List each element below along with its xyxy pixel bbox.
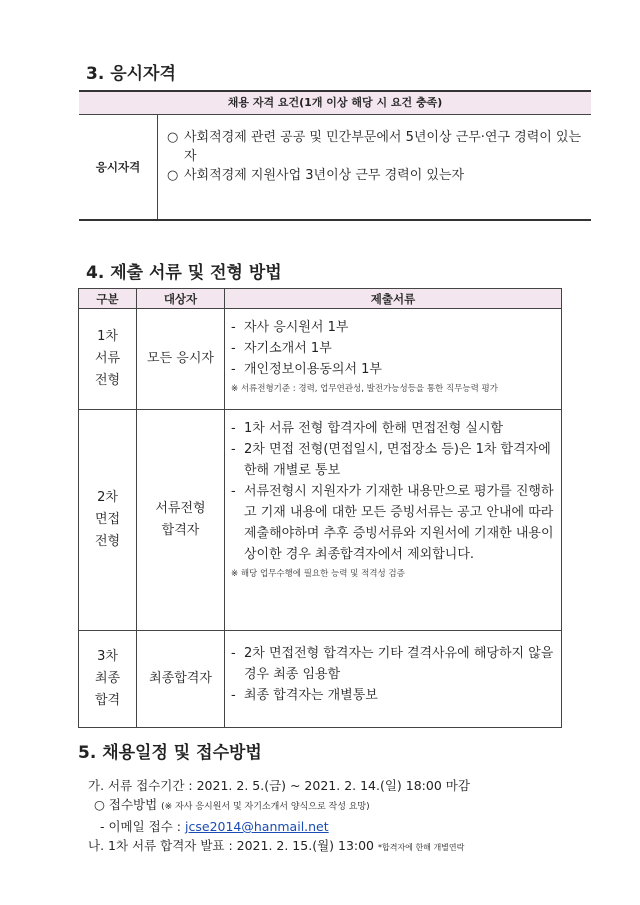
section3-title: 3. 응시자격 (86, 64, 176, 84)
row-note: ※ 해당 업무수행에 필요한 능력 및 적격성 검증 (231, 569, 405, 579)
qualification-items (167, 128, 583, 185)
result-announcement (88, 836, 608, 857)
table-header-row (79, 289, 562, 309)
stage-line: 1차 (97, 329, 118, 344)
circle-bullet-icon: ○ (167, 130, 179, 145)
qualification-item (167, 166, 583, 185)
stage-line: 서류 (94, 351, 121, 366)
section5-title: 5. 채용일정 및 접수방법 (78, 743, 262, 763)
target-line: 합격자 (161, 523, 200, 538)
stage-line: 전형 (94, 534, 121, 549)
circle-bullet-icon: ○ (167, 168, 179, 183)
stage-line: 면접 (94, 512, 121, 527)
target-cell (137, 309, 225, 410)
header-documents: 제출서류 (225, 289, 562, 309)
screening-table (78, 288, 562, 728)
list-item: - 1차 서류 전형 합격자에 한해 면접전형 실시함 (231, 421, 504, 436)
qualification-header: 채용 자격 요건(1개 이상 해당 시 요건 충족) (79, 92, 591, 115)
application-period: 가. 서류 접수기간 : 2021. 2. 5.(금) ~ 2021. 2. 14.(일) 18:00 마감 (88, 778, 470, 793)
qualification-item (167, 128, 583, 166)
target-line: 최종합격자 (149, 671, 212, 686)
stage-line: 2차 (97, 490, 118, 505)
stage-cell (79, 631, 137, 728)
list-item: - 자기소개서 1부 (231, 341, 332, 356)
qualification-table (79, 90, 591, 221)
email-submission (88, 817, 608, 836)
list-item: - 최종 합격자는 개별통보 (231, 688, 378, 703)
target-cell (137, 631, 225, 728)
header-stage: 구분 (79, 289, 137, 309)
qualification-item-text: 사회적경제 지원사업 3년이상 근무 경력이 있는자 (184, 168, 465, 183)
table-row (79, 309, 562, 410)
documents-cell (225, 631, 562, 728)
target-line: 모든 응시자 (147, 351, 214, 366)
list-item: - 2차 면접전형 합격자는 기타 결격사유에 해당하지 않을 경우 최종 임용함 (231, 646, 554, 682)
stage-cell (79, 309, 137, 410)
table-row (79, 410, 562, 631)
documents-cell (225, 309, 562, 410)
method-label: ○ 접수방법 (94, 797, 158, 812)
section4-title: 4. 제출 서류 및 전형 방법 (86, 263, 282, 283)
method-note: (※ 자사 응시원서 및 자기소개서 양식으로 작성 요망) (161, 802, 370, 812)
stage-cell (79, 410, 137, 631)
stage-line: 전형 (94, 373, 121, 388)
list-item: - 2차 면접 전형(면접일시, 면접장소 등)은 1차 합격자에 한해 개별로 통보 (231, 442, 551, 478)
stage-line: 3차 (97, 649, 118, 664)
application-method (88, 795, 608, 817)
target-line: 서류전형 (155, 501, 206, 516)
qualification-item-text: 사회적경제 관련 공공 및 민간부문에서 5년이상 근무·연구 경력이 있는자 (184, 130, 582, 164)
list-item: - 개인정보이용동의서 1부 (231, 362, 382, 377)
target-cell (137, 410, 225, 631)
announce-note: *합격자에 한해 개별연락 (378, 843, 465, 852)
stage-line: 합격 (94, 693, 121, 708)
email-link[interactable]: jcse2014@hanmail.net (185, 819, 329, 834)
announce-text: 나. 1차 서류 합격자 발표 : 2021. 2. 15.(월) 13:00 (88, 838, 375, 853)
list-item: - 자사 응시원서 1부 (231, 320, 349, 335)
header-target: 대상자 (137, 289, 225, 309)
table-row (79, 631, 562, 728)
documents-cell (225, 410, 562, 631)
list-item: - 서류전형시 지원자가 기재한 내용만으로 평가를 진행하고 기재 내용에 대한 모든 증빙서류는 공고 안내에 따라 제출해야하며 추후 증빙서류와 지원서에 기재한 내용이 상이한 경우 최종합격자에서 제외합니다. (231, 484, 554, 562)
schedule-block (88, 776, 608, 857)
row-note: ※ 서류전형기준 : 경력, 업무연관성, 발전가능성등을 통한 직무능력 평가 (231, 384, 498, 394)
qualification-label: 응시자격 (79, 115, 158, 219)
email-label: - 이메일 접수 : (100, 819, 182, 834)
stage-line: 최종 (94, 671, 121, 686)
